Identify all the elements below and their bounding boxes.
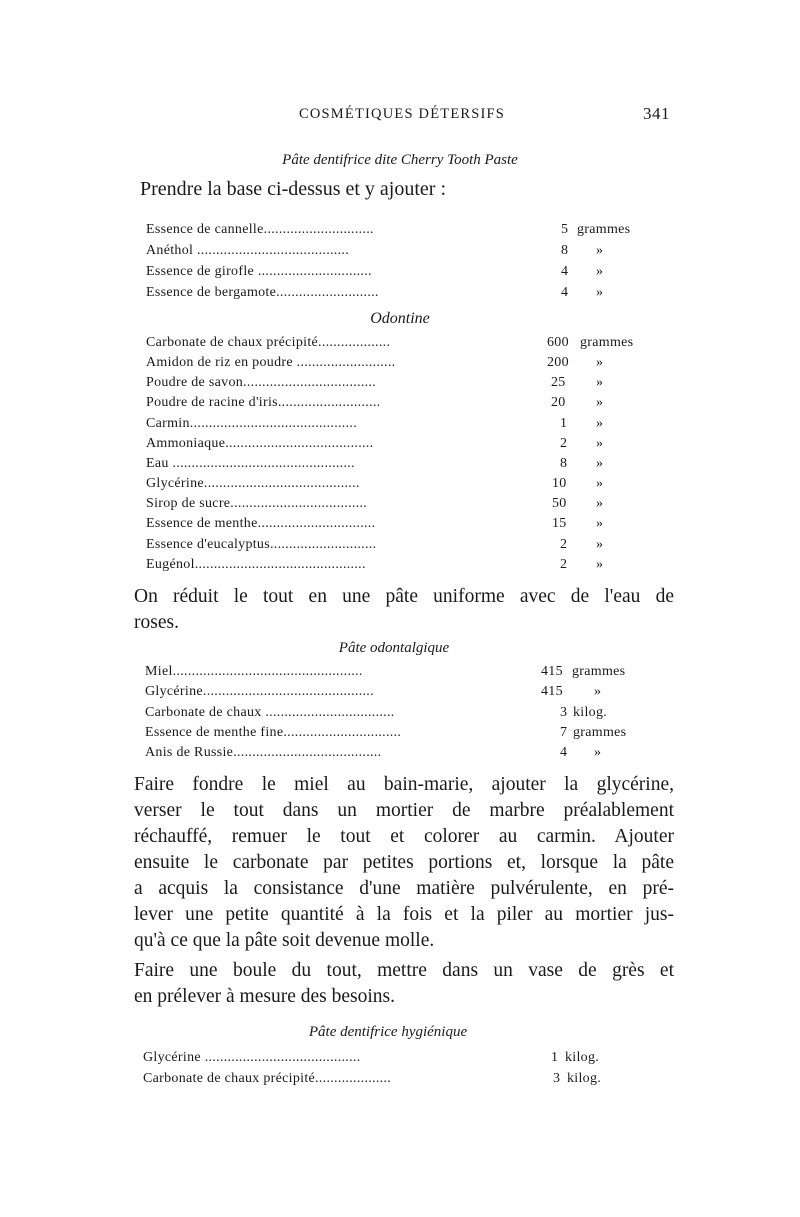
- paragraph-line: en prélever à mesure des besoins.: [134, 986, 395, 1007]
- section-title-pate-odontalgique: Pâte odontalgique: [338, 640, 450, 656]
- ingredient-name: Essence de girofle ..............................: [146, 264, 372, 279]
- table-row: [0, 516, 800, 536]
- ingredient-unit: »: [594, 745, 602, 760]
- paragraph-line: ensuite le carbonate par petites portions et, lorsque la pâte: [134, 852, 674, 873]
- table-row: [0, 537, 800, 557]
- table-row: [0, 496, 800, 516]
- table-row: [0, 285, 800, 305]
- ingredient-unit: »: [596, 395, 604, 410]
- ingredient-name: Carmin............................................: [146, 416, 357, 431]
- ingredient-unit: »: [596, 243, 604, 258]
- page-number: 341: [643, 104, 670, 123]
- ingredient-qty: 2: [560, 537, 568, 552]
- ingredient-qty: 20: [551, 395, 566, 410]
- table-row: [0, 456, 800, 476]
- paragraph-line: On réduit le tout en une pâte uniforme avec de l'eau de: [134, 586, 674, 607]
- ingredient-name: Poudre de savon...................................: [146, 375, 377, 390]
- ingredient-qty: 15: [552, 516, 567, 531]
- table-row: [0, 557, 800, 577]
- ingredient-qty: 415: [541, 664, 563, 679]
- ingredient-unit: »: [596, 496, 604, 511]
- ingredient-name: Glycérine.............................................: [145, 684, 374, 699]
- table-row: [0, 243, 800, 263]
- ingredient-unit: kilog.: [567, 1071, 602, 1086]
- ingredient-unit: »: [596, 285, 604, 300]
- ingredient-unit: grammes: [573, 725, 627, 740]
- ingredient-name: Anis de Russie.......................................: [145, 745, 382, 760]
- ingredient-name: Anéthol ........................................: [146, 243, 350, 258]
- ingredient-unit: grammes: [572, 664, 626, 679]
- table-row: [0, 1071, 800, 1091]
- table-row: [0, 416, 800, 436]
- paragraph-odontalgique-1: [134, 772, 674, 954]
- ingredient-qty: 4: [561, 285, 569, 300]
- ingredient-qty: 2: [560, 436, 568, 451]
- ingredient-qty: 600: [547, 335, 569, 350]
- table-row: [0, 1050, 800, 1070]
- ingredient-qty: 7: [560, 725, 568, 740]
- ingredient-name: Glycérine .........................................: [143, 1050, 361, 1065]
- ingredient-qty: 3: [553, 1071, 561, 1086]
- table-row: [0, 684, 800, 704]
- ingredient-name: Glycérine.........................................: [146, 476, 360, 491]
- table-row: [0, 222, 800, 242]
- ingredient-name: Sirop de sucre....................................: [146, 496, 368, 511]
- ingredient-qty: 200: [547, 355, 569, 370]
- ingredient-qty: 10: [552, 476, 567, 491]
- running-head: [134, 106, 672, 128]
- ingredient-qty: 4: [561, 264, 569, 279]
- ingredient-name: Carbonate de chaux précipité...................: [146, 335, 391, 350]
- ingredient-unit: »: [596, 456, 604, 471]
- ingredient-unit: »: [596, 264, 604, 279]
- ingredient-unit: »: [596, 537, 604, 552]
- ingredient-name: Ammoniaque.......................................: [146, 436, 374, 451]
- ingredient-qty: 25: [551, 375, 566, 390]
- ingredient-qty: 2: [560, 557, 568, 572]
- ingredient-unit: kilog.: [565, 1050, 600, 1065]
- ingredient-unit: »: [594, 684, 602, 699]
- ingredient-name: Eugénol.............................................: [146, 557, 366, 572]
- table-row: [0, 476, 800, 496]
- table-row: [0, 664, 800, 684]
- section-title-odontine: Odontine: [370, 310, 430, 327]
- table-row: [0, 335, 800, 355]
- table-row: [0, 745, 800, 765]
- ingredient-unit: grammes: [580, 335, 634, 350]
- ingredient-name: Eau ................................................: [146, 456, 355, 471]
- ingredient-qty: 1: [560, 416, 568, 431]
- ingredient-qty: 5: [561, 222, 569, 237]
- ingredient-name: Essence de bergamote...........................: [146, 285, 379, 300]
- ingredient-name: Essence de menthe...............................: [146, 516, 376, 531]
- section-title-pate-hygienique: Pâte dentifrice hygiénique: [308, 1024, 468, 1040]
- ingredient-qty: 4: [560, 745, 568, 760]
- ingredient-unit: »: [596, 375, 604, 390]
- table-row: [0, 436, 800, 456]
- paragraph-odontalgique-2: [134, 958, 674, 1010]
- ingredient-qty: 1: [551, 1050, 559, 1065]
- ingredient-qty: 415: [541, 684, 563, 699]
- paragraph-line: roses.: [134, 612, 179, 633]
- ingredient-qty: 8: [561, 243, 569, 258]
- paragraph-line: qu'à ce que la pâte soit devenue molle.: [134, 930, 435, 951]
- ingredient-qty: 8: [560, 456, 568, 471]
- ingredient-name: Essence de menthe fine...............................: [145, 725, 402, 740]
- ingredient-unit: kilog.: [573, 705, 608, 720]
- ingredient-name: Essence d'eucalyptus............................: [146, 537, 377, 552]
- table-row: [0, 264, 800, 284]
- ingredient-name: Amidon de riz en poudre ..........................: [146, 355, 396, 370]
- paragraph-line: Faire fondre le miel au bain-marie, ajouter la glycérine,: [134, 774, 674, 795]
- ingredient-unit: grammes: [577, 222, 631, 237]
- table-row: [0, 395, 800, 415]
- table-row: [0, 355, 800, 375]
- paragraph-odontine: [134, 584, 674, 636]
- ingredient-unit: »: [596, 355, 604, 370]
- intro-line: Prendre la base ci-dessus et y ajouter :: [140, 178, 447, 200]
- ingredient-unit: »: [596, 516, 604, 531]
- paragraph-line: lever une petite quantité à la fois et la piler au mortier jus-: [134, 904, 674, 925]
- section-title-cherry-tooth-paste: Pâte dentifrice dite Cherry Tooth Paste: [282, 152, 518, 168]
- paragraph-line: a acquis la consistance d'une matière pulvérulente, en pré-: [134, 878, 674, 899]
- ingredient-unit: »: [596, 436, 604, 451]
- paragraph-line: verser le tout dans un mortier de marbre préalablement: [134, 800, 674, 821]
- table-row: [0, 725, 800, 745]
- ingredient-qty: 50: [552, 496, 567, 511]
- ingredient-unit: »: [596, 476, 604, 491]
- running-title: COSMÉTIQUES DÉTERSIFS: [299, 106, 506, 122]
- ingredient-name: Essence de cannelle.............................: [146, 222, 374, 237]
- ingredient-unit: »: [596, 557, 604, 572]
- table-row: [0, 375, 800, 395]
- paragraph-line: Faire une boule du tout, mettre dans un vase de grès et: [134, 960, 674, 981]
- ingredient-name: Carbonate de chaux précipité....................: [143, 1071, 392, 1086]
- ingredient-name: Miel..................................................: [145, 664, 363, 679]
- ingredient-name: Poudre de racine d'iris...........................: [146, 395, 381, 410]
- paragraph-line: réchauffé, remuer le tout et colorer au carmin. Ajouter: [134, 826, 674, 847]
- ingredient-unit: »: [596, 416, 604, 431]
- table-row: [0, 705, 800, 725]
- ingredient-name: Carbonate de chaux ..................................: [145, 705, 395, 720]
- ingredient-qty: 3: [560, 705, 568, 720]
